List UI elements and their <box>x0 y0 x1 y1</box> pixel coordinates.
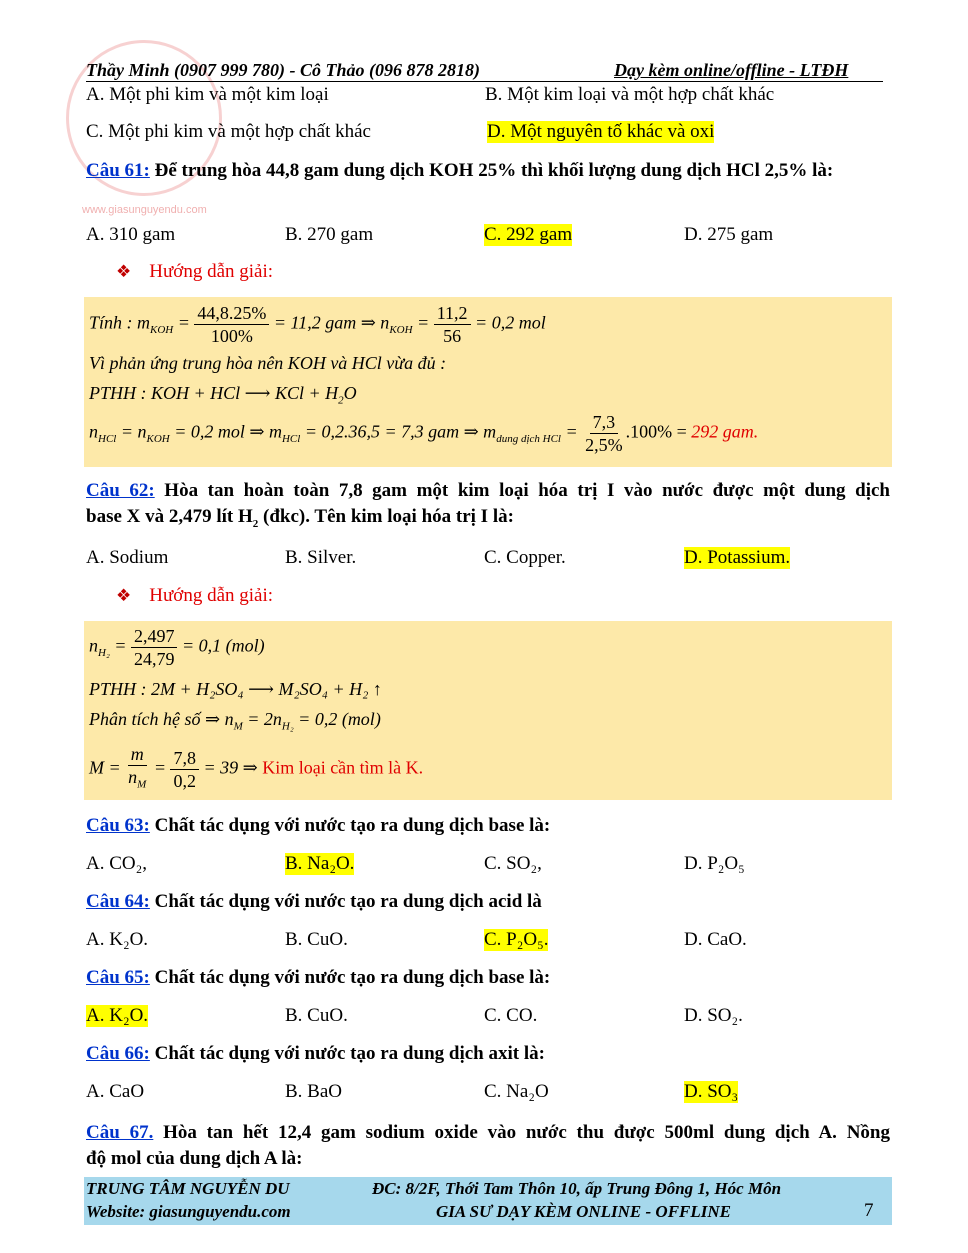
q62-option-d: D. Potassium. <box>684 547 791 568</box>
footer-address: ĐC: 8/2F, Thới Tam Thôn 10, ấp Trung Đông 1, Hóc Môn <box>372 1179 782 1198</box>
q62-sol-line3: Phân tích hệ số ⇒ $n_M = 2n_{H_2} = 0,2$ (mol) <box>89 709 381 733</box>
q63-option-a: A. CO₂, <box>86 853 147 874</box>
q64-option-a: A. K₂O. <box>86 929 149 950</box>
header-underline <box>86 81 883 82</box>
q62-sol-line1: $n_{H_2}$ = $\frac{2,497}{24,79}$ = 0,1 (mol) <box>89 626 265 669</box>
q61-question <box>86 158 890 183</box>
q61-sol-line1: Tính : $m_{KOH}$ = $\frac{44,8.25\%}{100\%}$ = 11,2 gam ⇒ $n_{KOH}$ = $\frac{11,2}{56}$ = 0,2 mol <box>89 303 546 346</box>
q61-result: 292 gam. <box>691 421 759 442</box>
q60-option-c: C. Một phi kim và một hợp chất khác <box>86 121 371 142</box>
q60-option-d: D. Một nguyên tố khác và oxi <box>487 121 715 142</box>
q64-option-d: D. CaO. <box>684 929 747 950</box>
q65-option-a: A. K₂O. <box>86 1005 149 1026</box>
q63-option-b: B. Na₂O. <box>285 853 355 874</box>
q66-option-d: D. SO₃ <box>684 1081 739 1102</box>
q61-number: Câu 61: <box>86 160 150 181</box>
q62-guide <box>116 585 273 607</box>
q61-text: Để trung hòa 44,8 gam dung dịch KOH 25% thì khối lượng dung dịch HCl 2,5% là: <box>154 160 834 181</box>
q62-option-a: A. Sodium <box>86 547 169 568</box>
footer-website: Website: giasunguyendu.com <box>86 1202 291 1221</box>
q63-option-d: D. P₂O₅ <box>684 853 745 874</box>
q65-option-b: B. CuO. <box>285 1005 348 1026</box>
q61-option-c: C. 292 gam <box>484 224 573 245</box>
footer <box>84 1177 892 1225</box>
q63-question <box>86 815 550 837</box>
q61-guide <box>116 261 273 283</box>
q62-number: Câu 62: <box>86 480 155 501</box>
q62-text-line2: base X và 2,479 lít H <box>86 506 253 527</box>
q65-number: Câu 65: <box>86 967 150 988</box>
q64-option-b: B. CuO. <box>285 929 348 950</box>
q67-number: Câu 67. <box>86 1122 154 1143</box>
q64-number: Câu 64: <box>86 891 150 912</box>
page-number: 7 <box>864 1200 874 1221</box>
q66-number: Câu 66: <box>86 1043 150 1064</box>
q62-option-c: C. Copper. <box>484 547 566 568</box>
q61-sol-line3: PTHH : KOH + HCl ⟶ KCl + $H_2O$ <box>89 383 357 407</box>
q66-text: Chất tác dụng với nước tạo ra dung dịch axit là: <box>154 1043 545 1064</box>
q66-question <box>86 1043 545 1065</box>
q66-option-a: A. CaO <box>86 1081 145 1102</box>
header-right: Dạy kèm online/offline - LTĐH <box>614 60 849 80</box>
q65-option-d: D. SO₂. <box>684 1005 743 1026</box>
q61-option-a: A. 310 gam <box>86 224 176 245</box>
header-left: Thầy Minh (0907 999 780) - Cô Thảo (096 878 2818) <box>86 60 481 80</box>
q61-option-d: D. 275 gam <box>684 224 774 245</box>
guide-label: Hướng dẫn giải: <box>149 261 274 282</box>
q62-option-b: B. Silver. <box>285 547 357 568</box>
watermark-url: www.giasunguyendu.com <box>82 204 207 216</box>
q61-sol-line4: $n_{HCl} = n_{KOH} = 0,2$ mol ⇒ $m_{HCl} = 0,2.36,5 = 7,3$ gam ⇒ $m_{dung dịch HCl}$ = $\frac{7,3}{2,5\%}$ .100% = 292 gam. <box>89 412 759 455</box>
q66-option-b: B. BaO <box>285 1081 342 1102</box>
q63-option-c: C. SO₂, <box>484 853 542 874</box>
footer-center-name: TRUNG TÂM NGUYỄN DU <box>86 1179 290 1198</box>
q62-text-line1: Hòa tan hoàn toàn 7,8 gam một kim loại hóa trị I vào nước được một dung dịch <box>164 480 890 501</box>
q65-question <box>86 967 550 989</box>
q61-solution-box <box>84 297 892 467</box>
footer-slogan: GIA SƯ DẠY KÈM ONLINE - OFFLINE <box>436 1202 731 1221</box>
diamond-icon: ❖ <box>116 262 132 281</box>
q60-option-b: B. Một kim loại và một hợp chất khác <box>485 84 775 105</box>
q60-option-a: A. Một phi kim và một kim loại <box>86 84 329 105</box>
q64-question <box>86 891 542 913</box>
q62-sol-line2: PTHH : 2M + H₂SO₄ ⟶ M₂SO₄ + H₂ ↑ <box>89 679 382 699</box>
q67-text-line2: độ mol của dung dịch A là: <box>86 1148 303 1169</box>
q62-question: Câu 62: Hòa tan hoàn toàn 7,8 gam một kim loại hóa trị I vào nước được một dung dịch base X và 2,479 lít $H_2$ (đkc). Tên kim loại hóa trị I là: <box>86 480 890 530</box>
q62-solution-box <box>84 621 892 800</box>
guide-label: Hướng dẫn giải: <box>149 585 274 606</box>
diamond-icon: ❖ <box>116 586 132 605</box>
q63-number: Câu 63: <box>86 815 150 836</box>
q67-text-line1: Hòa tan hết 12,4 gam sodium oxide vào nước thu được 500ml dung dịch A. Nồng <box>163 1122 890 1143</box>
q61-option-b: B. 270 gam <box>285 224 374 245</box>
q62-result: Kim loại cần tìm là K. <box>262 757 424 778</box>
q65-text: Chất tác dụng với nước tạo ra dung dịch base là: <box>154 967 551 988</box>
q66-option-c: C. Na₂O <box>484 1081 549 1102</box>
q62-sol-line4: M = $\frac{m}{n_M}$ = $\frac{7,8}{0,2}$ = 39 ⇒ Kim loại cần tìm là K. <box>89 744 424 791</box>
q67-question <box>86 1120 890 1172</box>
q61-sol-line2: Vì phản ứng trung hòa nên KOH và HCl vừa đủ : <box>89 353 447 373</box>
q64-option-c: C. P₂O₅. <box>484 929 549 950</box>
q63-text: Chất tác dụng với nước tạo ra dung dịch base là: <box>154 815 551 836</box>
q64-text: Chất tác dụng với nước tạo ra dung dịch acid là <box>154 891 542 912</box>
q65-option-c: C. CO. <box>484 1005 538 1026</box>
